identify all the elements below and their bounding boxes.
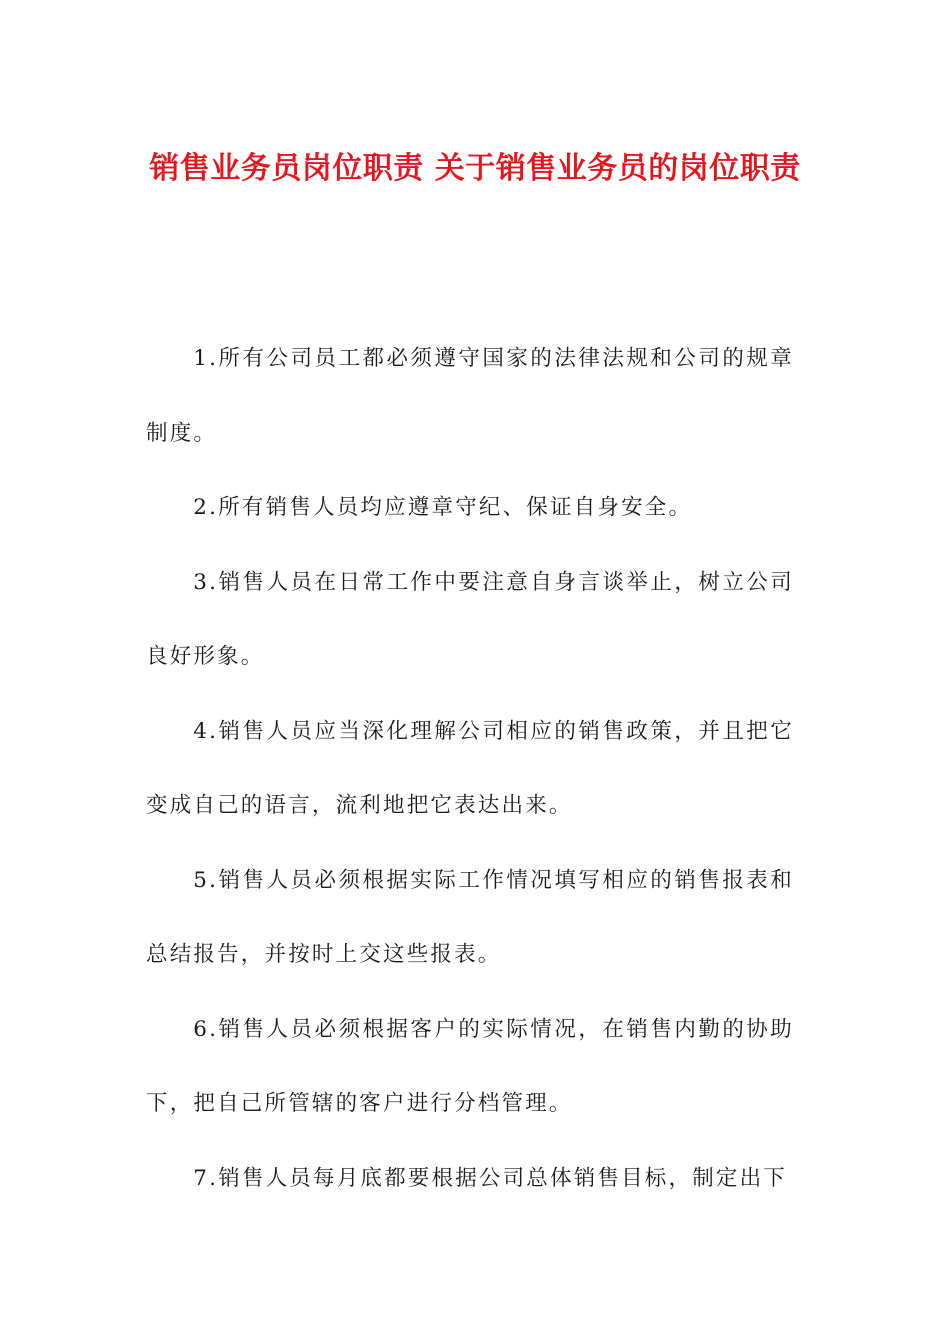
paragraph-4: 4.销售人员应当深化理解公司相应的销售政策，并且把它变成自己的语言，流利地把它表达出来。 <box>146 718 794 818</box>
paragraph-2: 2.所有销售人员均应遵章守纪、保证自身安全。 <box>193 495 693 520</box>
document-title: 销售业务员岗位职责 关于销售业务员的岗位职责 <box>149 151 801 186</box>
paragraph-5: 5.销售人员必须根据实际工作情况填写相应的销售报表和总结报告，并按时上交这些报表。 <box>146 867 794 967</box>
paragraph-6: 6.销售人员必须根据客户的实际情况，在销售内勤的协助下，把自己所管辖的客户进行分档管理。 <box>146 1016 794 1116</box>
document-body <box>146 322 794 1216</box>
paragraph-7: 7.销售人员每月底都要根据公司总体销售目标，制定出下 <box>193 1165 788 1191</box>
paragraph-1: 1.所有公司员工都必须遵守国家的法律法规和公司的规章制度。 <box>146 346 794 446</box>
paragraph-3: 3.销售人员在日常工作中要注意自身言谈举止，树立公司良好形象。 <box>146 569 794 669</box>
